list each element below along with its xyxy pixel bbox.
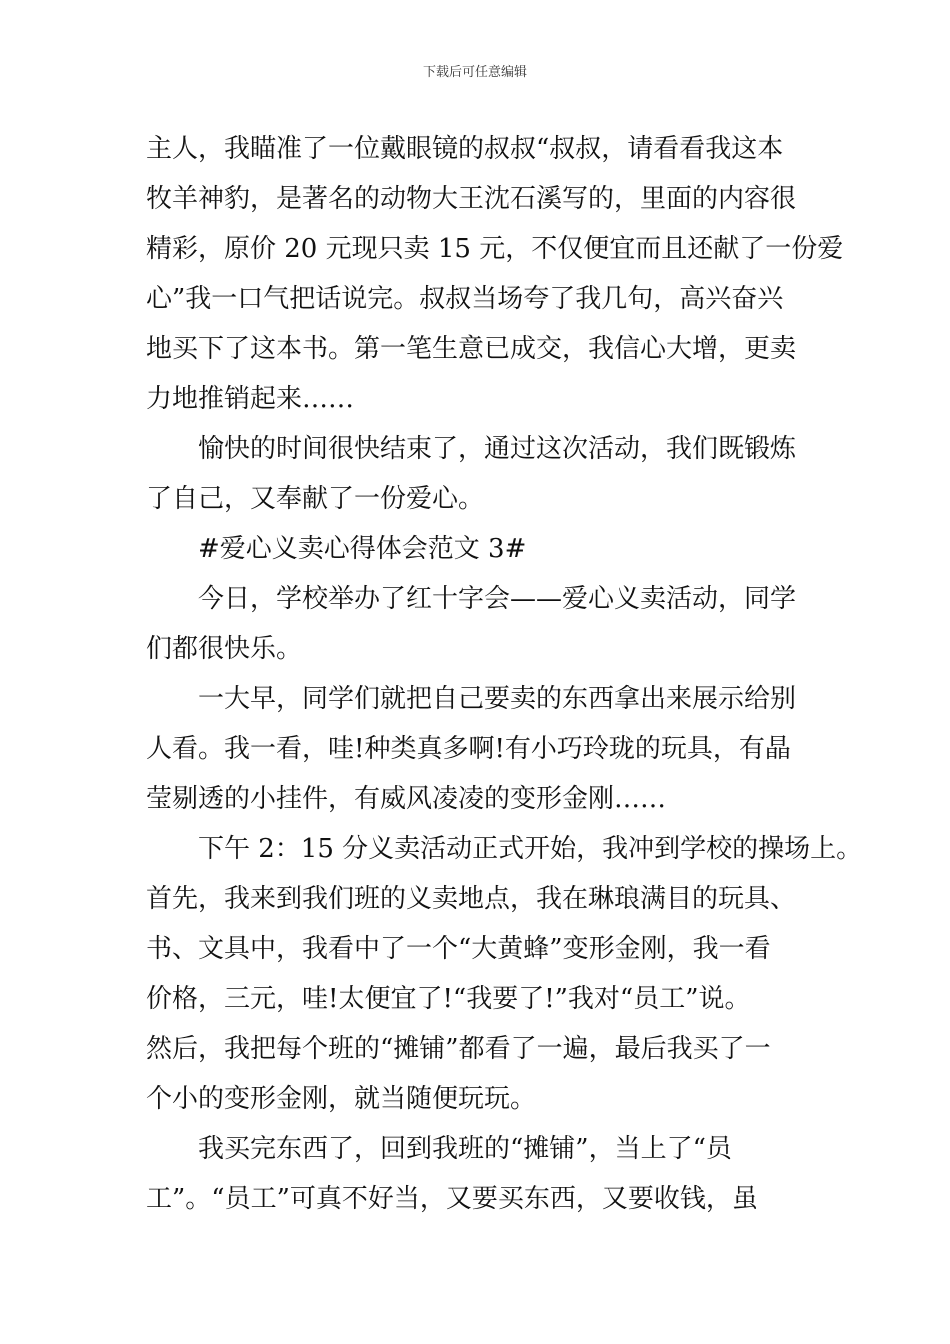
text-line: 了自己，又奉献了一份爱心。 — [146, 484, 485, 514]
paragraph-start-line: 下午 2：15 分义卖活动正式开始，我冲到学校的操场上。 — [198, 834, 863, 864]
text-line: 工”。“员工”可真不好当，又要买东西，又要收钱，虽 — [146, 1184, 758, 1214]
document-body — [146, 124, 863, 1224]
text-line: 莹剔透的小挂件，有威风凌凌的变形金刚…… — [146, 784, 667, 814]
paragraph-start-line: 愉快的时间很快结束了，通过这次活动，我们既锻炼 — [198, 434, 797, 464]
text-line: 书、文具中，我看中了一个“大黄蜂”变形金刚，我一看 — [146, 934, 771, 964]
paragraph-start-line: 我买完东西了，回到我班的“摊铺”，当上了“员 — [198, 1134, 732, 1164]
text-line: 个小的变形金刚，就当随便玩玩。 — [146, 1084, 537, 1114]
paragraph-start-line: 一大早，同学们就把自己要卖的东西拿出来展示给别 — [198, 684, 797, 714]
text-line: 力地推销起来…… — [146, 384, 355, 414]
text-line: 然后，我把每个班的“摊铺”都看了一遍，最后我买了一 — [146, 1034, 771, 1064]
text-line: 牧羊神豹，是著名的动物大王沈石溪写的，里面的内容很 — [146, 184, 797, 214]
text-line: 精彩，原价 20 元现只卖 15 元，不仅便宜而且还献了一份爱 — [146, 234, 844, 264]
page-header: 下载后可任意编辑 — [422, 65, 527, 80]
section-heading: #爱心义卖心得体会范文 3# — [198, 534, 527, 564]
text-line: 价格，三元，哇!太便宜了!“我要了!”我对“员工”说。 — [146, 984, 751, 1014]
text-line: 人看。我一看，哇!种类真多啊!有小巧玲珑的玩具，有晶 — [146, 734, 791, 764]
paragraph-start-line: 今日，学校举办了红十字会——爱心义卖活动，同学 — [198, 584, 797, 614]
text-line: 们都很快乐。 — [146, 634, 303, 664]
text-line: 心”我一口气把话说完。叔叔当场夸了我几句，高兴奋兴 — [146, 284, 784, 314]
text-line: 首先，我来到我们班的义卖地点，我在琳琅满目的玩具、 — [146, 884, 797, 914]
text-line: 地买下了这本书。第一笔生意已成交，我信心大增，更卖 — [146, 334, 797, 364]
text-line: 主人，我瞄准了一位戴眼镜的叔叔“叔叔，请看看我这本 — [146, 134, 784, 164]
